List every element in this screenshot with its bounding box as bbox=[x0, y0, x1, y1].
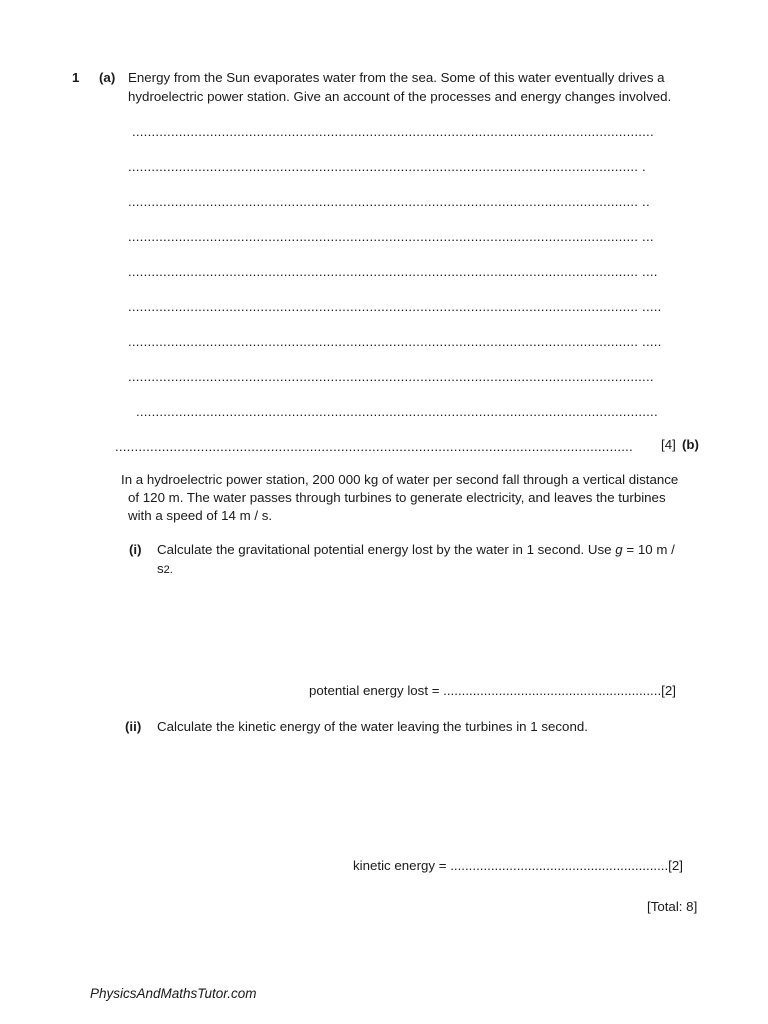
sub-i-text-line2 bbox=[157, 561, 173, 576]
sub-ii-marks: [2] bbox=[668, 858, 683, 873]
kinetic-energy-label: kinetic energy = bbox=[353, 858, 451, 873]
answer-line[interactable]: ................................................................................................................................... .. bbox=[128, 194, 650, 209]
answer-line[interactable]: ................................................................................................................................... ... bbox=[128, 229, 654, 244]
sub-i-label: (i) bbox=[129, 542, 142, 557]
answer-line[interactable]: ....................................................................................................................................... bbox=[128, 369, 654, 384]
sub-ii-text: Calculate the kinetic energy of the water leaving the turbines in 1 second. bbox=[157, 719, 588, 734]
sub-ii-label: (ii) bbox=[125, 719, 142, 734]
potential-energy-answer-line[interactable]: ........................................................... bbox=[443, 683, 662, 698]
sub-i-text-part1: Calculate the gravitational potential energy lost by the water in 1 second. Use bbox=[157, 542, 616, 557]
part-b-intro-line2: of 120 m. The water passes through turbines to generate electricity, and leaves the turbines bbox=[128, 490, 666, 505]
total-marks: [Total: 8] bbox=[647, 899, 698, 914]
footer-site: PhysicsAndMathsTutor.com bbox=[90, 986, 257, 1001]
answer-line[interactable]: ...................................................................................................................................... bbox=[136, 404, 658, 419]
answer-line[interactable]: ..................................................................................................................................... bbox=[115, 439, 633, 454]
part-a-marks: [4] bbox=[661, 437, 676, 452]
sub-i-unit-exponent: 2. bbox=[163, 564, 173, 576]
part-b-label: (b) bbox=[682, 437, 699, 452]
answer-line[interactable]: ...................................................................................................................................... bbox=[132, 124, 654, 139]
gravity-variable: g bbox=[615, 542, 623, 557]
part-a-text-line1: Energy from the Sun evaporates water from the sea. Some of this water eventually drives a bbox=[128, 70, 665, 85]
kinetic-energy-answer-line[interactable]: ........................................................... bbox=[450, 858, 669, 873]
sub-i-text-line1 bbox=[157, 542, 675, 557]
question-number: 1 bbox=[72, 70, 80, 85]
sub-i-unit-s: s bbox=[157, 561, 164, 576]
answer-line[interactable]: ................................................................................................................................... . bbox=[128, 159, 646, 174]
kinetic-energy-answer bbox=[353, 858, 683, 873]
answer-line[interactable]: ................................................................................................................................... ..... bbox=[128, 334, 662, 349]
sub-i-text-part2: = 10 m / bbox=[622, 542, 675, 557]
part-b-intro-line3: with a speed of 14 m / s. bbox=[128, 508, 273, 523]
sub-i-marks: [2] bbox=[661, 683, 676, 698]
part-a-text-line2: hydroelectric power station. Give an account of the processes and energy changes involved. bbox=[128, 89, 672, 104]
answer-line[interactable]: ................................................................................................................................... .... bbox=[128, 264, 658, 279]
answer-line[interactable]: ................................................................................................................................... ..... bbox=[128, 299, 662, 314]
part-b-intro-line1: In a hydroelectric power station, 200 000 kg of water per second fall through a vertical distance bbox=[121, 472, 679, 487]
potential-energy-answer bbox=[309, 683, 676, 698]
potential-energy-label: potential energy lost = bbox=[309, 683, 444, 698]
part-a-label: (a) bbox=[99, 70, 116, 85]
